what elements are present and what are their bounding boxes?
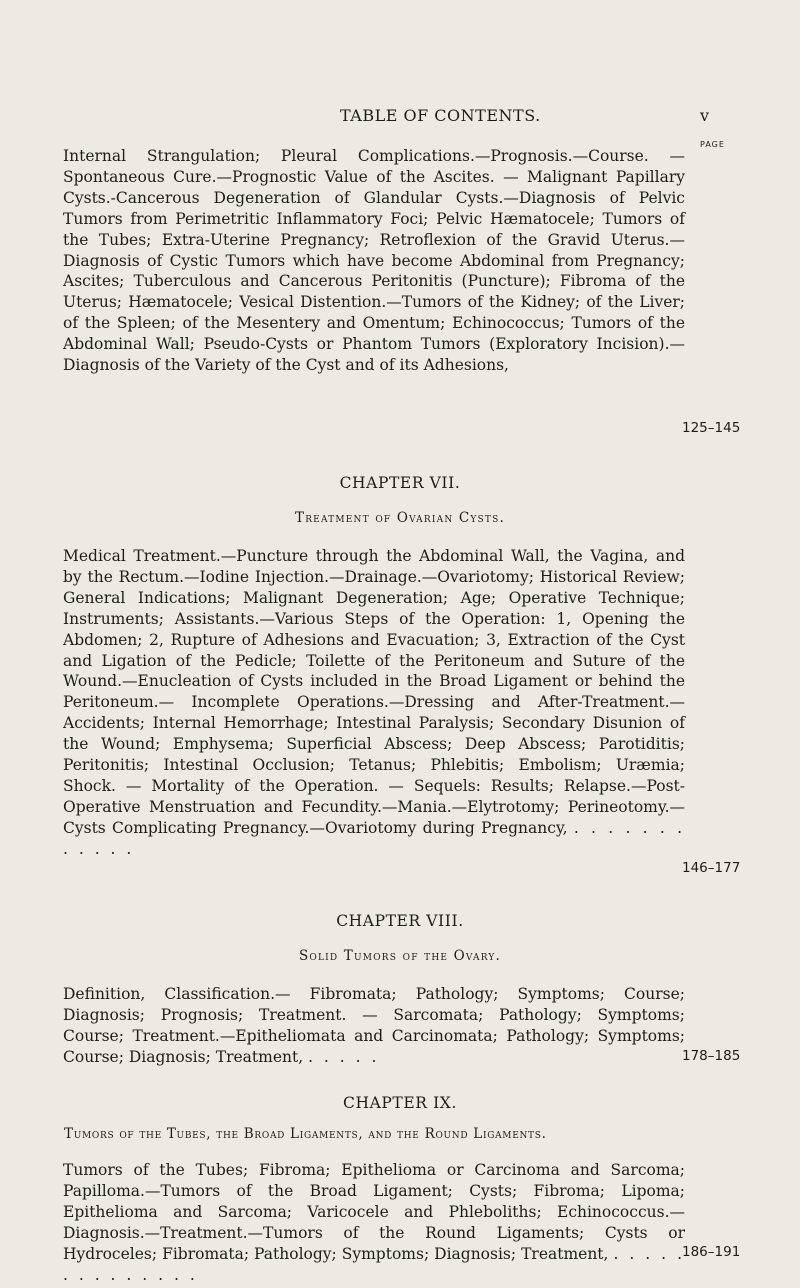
chapter-title: Tumors of the Tubes, the Broad Ligaments, and the Round Ligaments.: [64, 1126, 547, 1142]
chapter-heading: CHAPTER VIII.: [336, 912, 464, 930]
chapter-title: Treatment of Ovarian Cysts.: [295, 510, 505, 526]
toc-entry-text: Internal Strangulation; Pleural Complications.—Prognosis.—Course. —Spontaneous Cure.—Prognostic Value of the Ascites. — Malignant Papillary Cysts.-Cancerous Degeneration of Glandular Cysts.—Diagnosis of Pelvic Tumors from Perimetritic Inflammatory Foci; Pelvic Hæmatocele; Tumors of the Tubes; Extra-Uterine Pregnancy; Retroflexion of the Gravid Uterus.—Diagnosis of Cystic Tumors which have become Abdominal from Pregnancy; Ascites; Tuberculous and Cancerous Peritonitis (Puncture); Fibroma of the Uterus; Hæmatocele; Vesical Distention.—Tumors of the Kidney; of the Liver; of the Spleen; of the Mesentery and Omentum; Echinococcus; Tumors of the Abdominal Wall; Pseudo-Cysts or Phantom Tumors (Exploratory Incision).—Diagnosis of the Variety of the Cyst and of its Adhesions,: [63, 147, 685, 375]
toc-entry: [63, 546, 685, 860]
running-head: [0, 106, 800, 130]
toc-entry-pages: 125–145: [682, 420, 741, 436]
toc-entry: [63, 984, 685, 1068]
dot-leader: . . . . . . . . . . . . . .: [63, 1244, 685, 1284]
toc-entry-text: Definition, Classification.— Fibromata; Pathology; Symptoms; Course; Diagnosis; Prognosis; Treatment. — Sarcomata; Pathology; Symptoms; Course; Treatment.—Epitheliomata and Carcinomata; Pathology; Symptoms; Course; Diagnosis; Treatment,: [63, 985, 685, 1066]
chapter-heading: CHAPTER IX.: [343, 1094, 457, 1112]
running-title: TABLE OF CONTENTS.: [340, 106, 541, 125]
chapter-title: Solid Tumors of the Ovary.: [298, 948, 502, 964]
dot-leader: . . . . .: [308, 1047, 380, 1066]
chapter-heading: CHAPTER VII.: [339, 474, 461, 492]
toc-entry-pages: 186–191: [682, 1244, 741, 1260]
toc-entry-text: Tumors of the Tubes; Fibroma; Epithelioma or Carcinoma and Sarcoma; Papilloma.—Tumors of the Broad Ligament; Cysts; Fibroma; Lipoma; Epithelioma and Sarcoma; Varicocele and Phleboliths; Echinococcus.—Diagnosis.—Treatment.—Tumors of the Round Ligaments; Cysts or Hydroceles; Fibromata; Pathology; Symptoms; Diagnosis; Treatment,: [63, 1161, 685, 1263]
toc-entry-continued: [63, 146, 685, 376]
toc-entry-pages: 146–177: [682, 860, 741, 876]
dot-leader: . . . . . . . . . . . .: [63, 818, 685, 858]
toc-entry-pages: 178–185: [682, 1048, 741, 1064]
page-column-label: PAGE: [700, 140, 725, 149]
toc-entry-text: Medical Treatment.—Puncture through the Abdominal Wall, the Vagina, and by the Rectum.—Iodine Injection.—Drainage.—Ovariotomy; Historical Review; General Indications; Malignant Degeneration; Age; Operative Technique; Instruments; Assistants.—Various Steps of the Operation: 1, Opening the Abdomen; 2, Rupture of Adhesions and Evacuation; 3, Extraction of the Cyst and Ligation of the Pedicle; Toilette of the Peritoneum and Suture of the Wound.—Enucleation of Cysts included in the Broad Ligament or behind the Peritoneum.— Incomplete Operations.—Dressing and After-Treatment.—Accidents; Internal Hemorrhage; Intestinal Paralysis; Secondary Disunion of the Wound; Emphysema; Superficial Abscess; Deep Abscess; Parotiditis; Peritonitis; Intestinal Occlusion; Tetanus; Phlebitis; Embolism; Uræmia; Shock. — Mortality of the Operation. — Sequels: Results; Relapse.—Post-Operative Menstruation and Fecundity.—Mania.—Elytrotomy; Perineotomy.—Cysts Complicating Pregnancy.—Ovariotomy during Pregnancy,: [63, 547, 685, 837]
toc-entry: [63, 1160, 685, 1285]
page-number: v: [700, 106, 710, 125]
